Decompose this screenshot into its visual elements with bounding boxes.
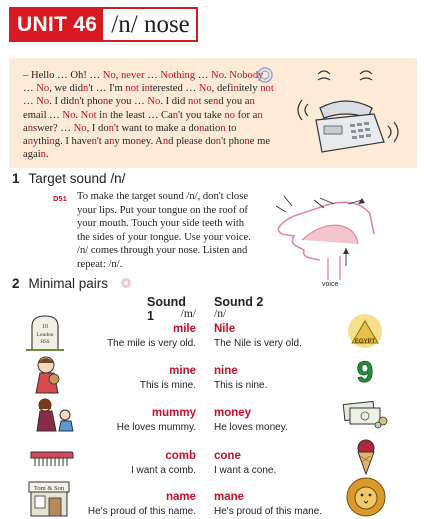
dialogue-segment: n [49, 136, 55, 148]
pair-1-word-1: mile [172, 323, 196, 335]
dialogue-segment: 't want to make a do [113, 122, 200, 134]
dialogue-segment: No [211, 70, 224, 81]
dialogue-segment: , [115, 70, 121, 81]
pair-4-word-1: comb [165, 450, 196, 462]
unit-badge: UNIT 46 [9, 7, 103, 42]
pair-1-sentence-2: The Nile is very old. [214, 338, 302, 349]
dialogue-segment: n [27, 136, 33, 148]
dialogue-segment: no [224, 109, 235, 121]
sound-2-column-heading: Sound 2 [214, 295, 264, 309]
dialogue-segment: . [45, 149, 49, 161]
dialogue-segment: itely [238, 83, 261, 95]
dialogue-segment: No [36, 83, 50, 95]
sparkle-icon [119, 276, 133, 290]
pair-5-sentence-1: He's proud of this name. [87, 506, 196, 517]
dialogue-segment: … [23, 83, 37, 95]
pair-2-sentence-1: This is mine. [139, 380, 196, 391]
dialogue-segment: n [162, 136, 169, 148]
dialogue-segment: n [233, 83, 239, 95]
dialogue-segment: n [135, 136, 142, 148]
audio-spiral-icon [256, 66, 274, 84]
dialogue-segment: n [215, 136, 222, 148]
dialogue-segment: 't you take [178, 109, 225, 121]
dialogue-segment: , we did [49, 83, 84, 95]
dialogue-segment: n [109, 136, 115, 148]
dialogue-segment: n [83, 83, 89, 95]
pair-1-sentence-1: The mile is very old. [107, 338, 196, 349]
dialogue-segment: a [23, 122, 28, 134]
dialogue-segment: n [244, 136, 250, 148]
dialogue-segment: the least … Ca [107, 109, 173, 121]
pair-5-sentence-2: He's proud of this mane. [214, 506, 323, 517]
dialogue-segment: ythi [33, 136, 50, 148]
dialogue-segment: i [138, 83, 145, 95]
dialogue-segment: n [213, 96, 219, 108]
section-2-heading [12, 276, 108, 291]
girl-with-toy-icon [28, 353, 66, 395]
dialogue-segment: n [257, 109, 263, 121]
dialogue-segment: terested … [149, 83, 199, 95]
nine-glyph: 9 [356, 356, 374, 387]
sound-1-column-heading: Sound 1 [147, 295, 186, 323]
dialogue-segment: No [73, 122, 87, 134]
dialogue-segment: No [102, 70, 116, 81]
pair-3-sentence-2: He loves money. [214, 422, 288, 433]
ringing-telephone-icon [290, 64, 406, 160]
pair-5-word-1: name [165, 491, 196, 503]
pair-2-sentence-2: This is nine. [214, 380, 268, 391]
dialogue-segment: g. I have [54, 136, 92, 148]
egypt-label: EGYPT [354, 339, 376, 345]
unit-header [9, 7, 198, 42]
dialogue-segment: not [260, 83, 274, 95]
pair-2-word-2: nine [214, 365, 238, 377]
milestone-place: London [36, 332, 54, 338]
dialogue-segment: not [187, 96, 202, 108]
dialogue-segment: – Hello … Oh! … [23, 70, 103, 81]
dialogue-segment: . [75, 109, 81, 121]
dialogue-segment: . I did [160, 96, 188, 108]
target-sound-instructions: To make the target sound /n/, don't close your lips. Put your tongue on the roof of your mouth. Touch your side teeth with the sides of your tongue. Use your voice. /n/ comes through your nose. Listen and repeat: /n/. [77, 191, 251, 270]
section-1-number: 1 [12, 171, 20, 186]
dialogue-segment: 't pho [79, 96, 103, 108]
section-1-heading [12, 171, 125, 186]
section-1-title: Target sound /n/ [28, 171, 126, 186]
dialogue-segment: n [220, 122, 226, 134]
dialogue-segment: 't … I'm [88, 83, 126, 95]
section-2-number: 2 [12, 276, 20, 291]
dialogue-segment: never [121, 70, 145, 81]
milestone-icon [24, 314, 66, 352]
dialogue-segment: n [172, 109, 179, 121]
milestone-code: HSS [40, 340, 50, 345]
dialogue-segment: i [96, 109, 103, 121]
milestone-number: 10 [42, 324, 48, 330]
dialogue-segment: . [224, 70, 230, 81]
dialogue-segment: … [144, 70, 161, 81]
dialogue-segment: atio [204, 122, 221, 134]
pair-3-sentence-1: He loves mummy. [116, 422, 196, 433]
mouth-diagram-icon [262, 186, 380, 280]
dialogue-segment: n [74, 96, 80, 108]
pair-3-word-1: mummy [151, 407, 196, 419]
pyramid-icon [344, 313, 386, 349]
voice-label: voice [322, 281, 339, 288]
dialogue-segment: ey. A [141, 136, 163, 148]
dialogue-segment: n [102, 109, 108, 121]
dialogue-segment: n [199, 122, 205, 134]
shop-sign-text: Tom & Son [33, 485, 65, 492]
dialogue-segment: n [108, 122, 114, 134]
money-icon [340, 399, 390, 429]
number-nine-icon [352, 355, 378, 387]
dialogue-segment: 't pho [221, 136, 245, 148]
dialogue-segment: to a [23, 122, 237, 148]
mother-and-child-icon [33, 397, 77, 433]
dialogue-segment: Not [80, 109, 97, 121]
dialogue-segment: e you … [108, 96, 148, 108]
pair-4-sentence-2: I want a cone. [214, 465, 277, 476]
dialogue-segment: … [195, 70, 212, 81]
lion-icon [344, 476, 388, 518]
dialogue-segment: swer? … [33, 122, 74, 134]
dialogue-segment: No [198, 83, 212, 95]
dialogue-segment: se [201, 96, 214, 108]
dialogue-segment: … [23, 96, 37, 108]
dialogue-segment: n [249, 96, 255, 108]
sound-1-symbol: /m/ [180, 308, 196, 320]
dialogue-segment: n [40, 149, 46, 161]
dialogue-segment: not [125, 83, 139, 95]
dialogue-segment: No [147, 96, 161, 108]
dialogue-segment: Nothing [160, 70, 196, 81]
dialogue-segment: , defi [211, 83, 234, 95]
dialogue-segment: y mo [114, 136, 136, 148]
dialogue-text [23, 69, 275, 161]
ice-cream-cone-icon [353, 438, 379, 476]
dialogue-segment: , I do [86, 122, 109, 134]
dialogue-segment: n [27, 122, 33, 134]
section-2-title: Minimal pairs [28, 276, 109, 291]
dialogue-segment: Nobody [229, 70, 264, 81]
dialogue-box [9, 58, 417, 168]
pair-4-sentence-1: I want a comb. [130, 465, 196, 476]
dialogue-segment: d please do [168, 136, 216, 148]
unit-title: /n/ nose [103, 7, 197, 42]
pair-2-word-1: mine [169, 365, 196, 377]
comb-icon [27, 446, 75, 468]
dialogue-segment: n [91, 136, 97, 148]
dialogue-segment: e me agai [23, 136, 271, 161]
dialogue-segment: 't a [96, 136, 110, 148]
pair-3-word-2: money [214, 407, 252, 419]
pair-4-word-2: cone [214, 450, 241, 462]
shop-sign-icon [25, 480, 73, 518]
sound-2-symbol: /n/ [214, 308, 227, 320]
audio-track-label: D51 [53, 194, 67, 203]
dialogue-segment: n [102, 96, 109, 108]
dialogue-segment: n [144, 83, 150, 95]
dialogue-segment: d you a [218, 96, 250, 108]
pair-5-word-2: mane [214, 491, 245, 503]
dialogue-segment: . I did [49, 96, 75, 108]
dialogue-segment: No [62, 109, 76, 121]
dialogue-segment: for a [235, 109, 258, 121]
pair-1-word-2: Nile [214, 323, 236, 335]
dialogue-segment: email … [23, 109, 63, 121]
dialogue-segment: No [36, 96, 50, 108]
